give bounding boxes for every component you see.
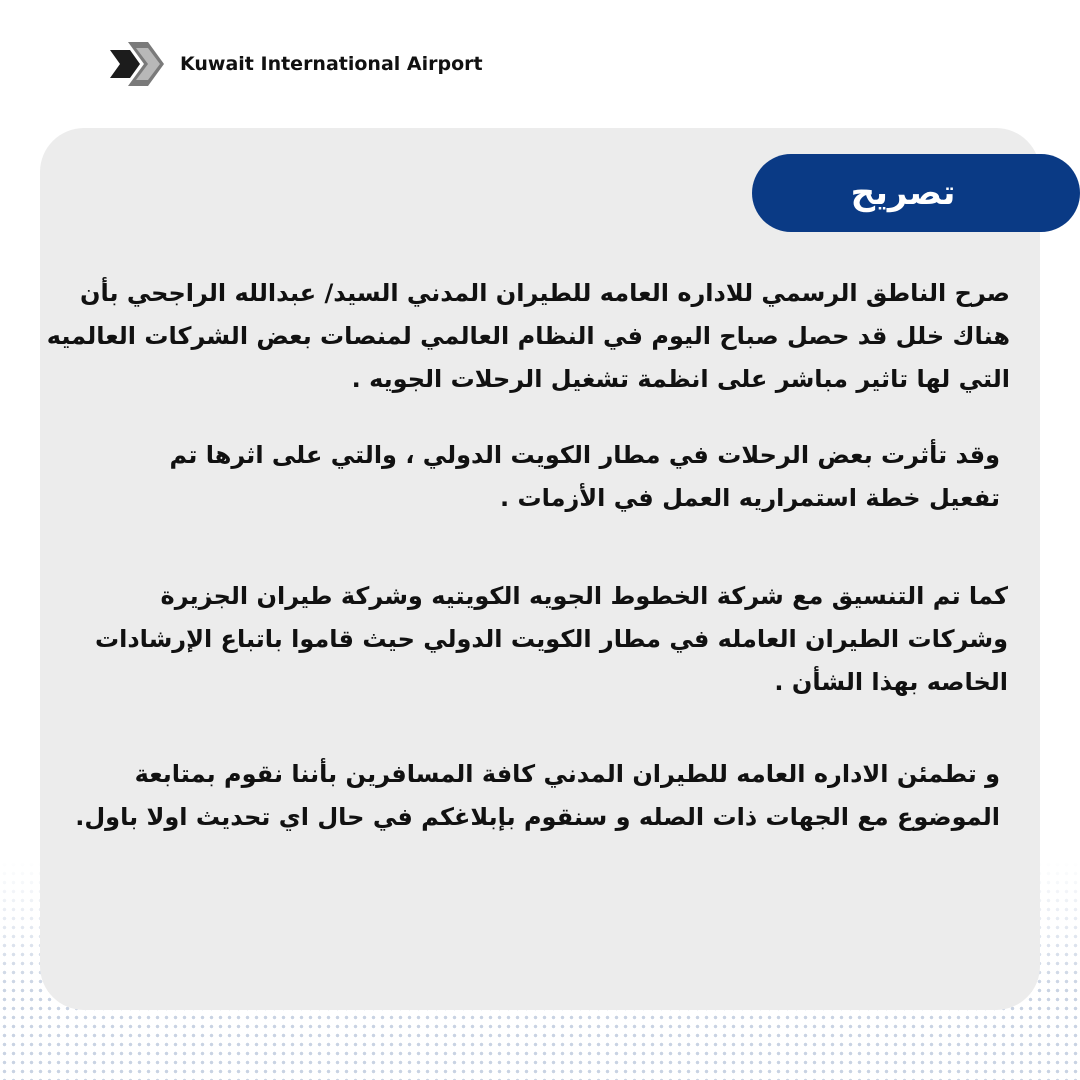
statement-card [40, 128, 1040, 1010]
statement-title-badge [752, 154, 1080, 232]
statement-paragraph-2: وقد تأثرت بعض الرحلات في مطار الكويت الدولي ، والتي على اثرها تم تفعيل خطة استمراريه العمل في الأزمات . [169, 441, 1000, 512]
statement-title: تصريح [850, 173, 956, 213]
statement-paragraph-3: كما تم التنسيق مع شركة الخطوط الجويه الكويتيه وشركة طيران الجزيرة وشركات الطيران العامله في مطار الكويت الدولي حيث قاموا باتباع الإرشادات الخاصه بهذا الشأن . [95, 582, 1008, 696]
statement-paragraph-4: و تطمئن الاداره العامه للطيران المدني كافة المسافرين بأننا نقوم بمتابعة الموضوع مع الجهات ذات الصله و سنقوم بإبلاغكم في حال اي تحديث اولا باول. [75, 760, 1000, 831]
statement-paragraph-1: صرح الناطق الرسمي للاداره العامه للطيران المدني السيد/ عبدالله الراجحي بأن هناك خلل قد حصل صباح اليوم في النظام العالمي لمنصات بعض الشركات العالميه التي لها تاثير مباشر على انظمة تشغيل الرحلات الجويه . [46, 279, 1010, 393]
brand-name: Kuwait International Airport [180, 53, 483, 75]
kuwait-airport-logo-icon [108, 38, 168, 90]
header [108, 38, 483, 90]
